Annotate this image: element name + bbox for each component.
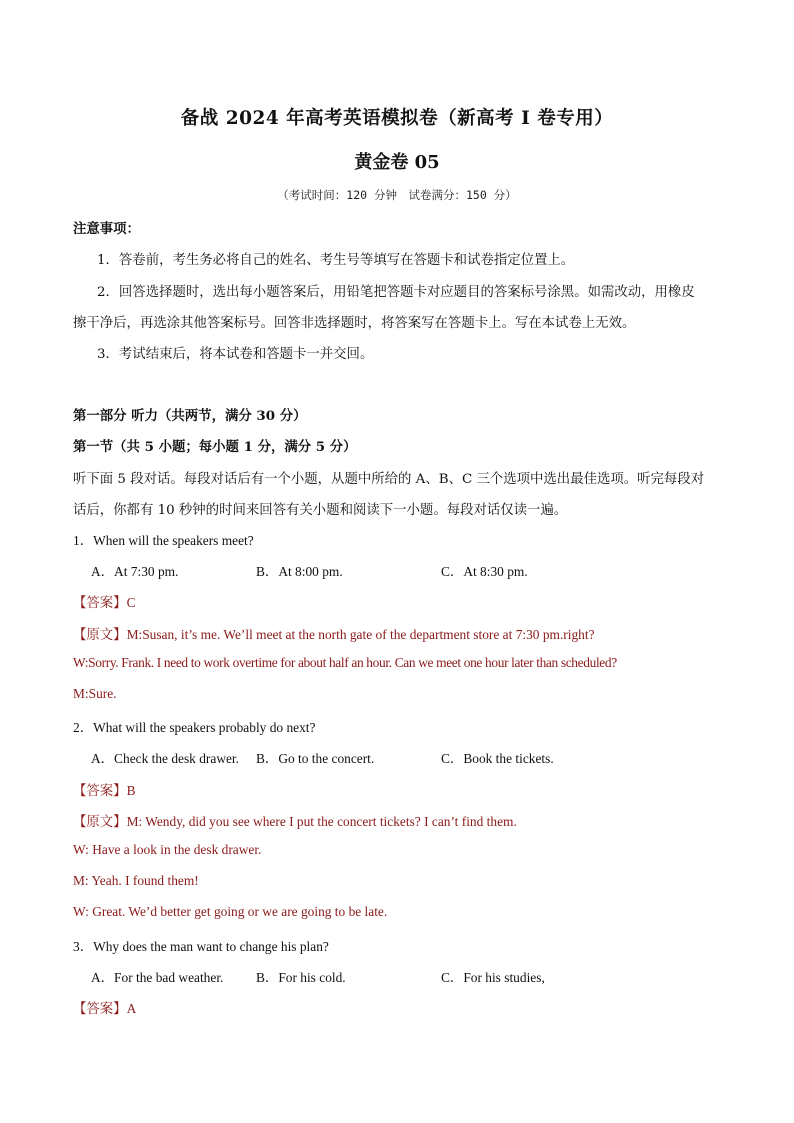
paper-subtitle: 黄金卷 05 — [354, 152, 440, 173]
answer-value: C — [126, 595, 136, 610]
question-3-stem: 3．Why does the man want to change his plan? — [73, 939, 329, 954]
question-2-stem: 2．What will the speakers probably do next? — [73, 720, 316, 735]
instruction-line-2: 话后，你都有 10 秒钟的时间来回答有关小题和阅读下一小题。每段对话仅读一遍。 — [73, 503, 568, 518]
question-1-answer — [73, 592, 136, 611]
time-info: （考试时间：120 分钟 试卷满分：150 分） — [277, 188, 517, 202]
question-2-option-b: B．Go to the concert. — [256, 751, 375, 766]
notice-heading: 注意事项： — [73, 221, 140, 237]
subsection-heading: 第一节（共 5 小题；每小题 1 分，满分 5 分） — [73, 439, 357, 455]
transcript-text: M: Wendy, did you see where I put the concert tickets? I can’t find them. — [126, 814, 517, 829]
question-1-transcript-2: W:Sorry. Frank. I need to work overtime for about half an hour. Can we meet one hour later than scheduled? — [73, 655, 617, 670]
question-2-option-c: C．Book the tickets. — [441, 751, 554, 766]
question-2-answer — [73, 780, 136, 799]
question-1-transcript-3: M:Sure. — [73, 686, 117, 701]
question-3-answer — [73, 998, 136, 1017]
answer-label: 【答案】 — [73, 595, 127, 610]
answer-label: 【答案】 — [73, 1001, 127, 1016]
transcript-label: 【原文】 — [73, 814, 127, 829]
question-3-option-a: A．For the bad weather. — [91, 970, 224, 985]
question-1-option-a: A．At 7:30 pm. — [91, 564, 179, 579]
notice-item-1: 1．答卷前，考生务必将自己的姓名、考生号等填写在答题卡和试卷指定位置上。 — [97, 253, 575, 268]
question-1-option-b: B．At 8:00 pm. — [256, 564, 343, 579]
question-3-option-c: C．For his studies, — [441, 970, 545, 985]
question-2-option-a: A．Check the desk drawer. — [91, 751, 239, 766]
answer-value: B — [126, 783, 136, 798]
question-3-option-b: B．For his cold. — [256, 970, 346, 985]
question-2-transcript-3: M: Yeah. I found them! — [73, 873, 199, 888]
answer-label: 【答案】 — [73, 783, 127, 798]
question-2-transcript-2: W: Have a look in the desk drawer. — [73, 842, 262, 857]
transcript-text: M:Susan, it’s me. We’ll meet at the north gate of the department store at 7:30 pm.right? — [126, 627, 595, 642]
page-title: 备战 2024 年高考英语模拟卷（新高考 I 卷专用） — [180, 108, 614, 129]
question-1-stem: 1．When will the speakers meet? — [73, 533, 254, 548]
transcript-label: 【原文】 — [73, 627, 127, 642]
notice-item-2: 2．回答选择题时，选出每小题答案后，用铅笔把答题卡对应题目的答案标号涂黑。如需改动，用橡皮 — [97, 285, 695, 300]
part-heading: 第一部分 听力（共两节，满分 30 分） — [73, 408, 307, 424]
notice-item-3: 3．考试结束后，将本试卷和答题卡一并交回。 — [97, 347, 374, 362]
instruction-line-1: 听下面 5 段对话。每段对话后有一个小题，从题中所给的 A、B、C 三个选项中选出最佳选项。听完每段对 — [73, 472, 705, 487]
question-1-transcript-1 — [73, 624, 595, 643]
question-2-transcript-4: W: Great. We’d better get going or we are going to be late. — [73, 904, 388, 919]
question-1-option-c: C．At 8:30 pm. — [441, 564, 528, 579]
notice-item-2-cont: 擦干净后，再选涂其他答案标号。回答非选择题时，将答案写在答题卡上。写在本试卷上无效。 — [73, 316, 636, 331]
question-2-transcript-1 — [73, 811, 517, 830]
answer-value: A — [126, 1001, 137, 1016]
